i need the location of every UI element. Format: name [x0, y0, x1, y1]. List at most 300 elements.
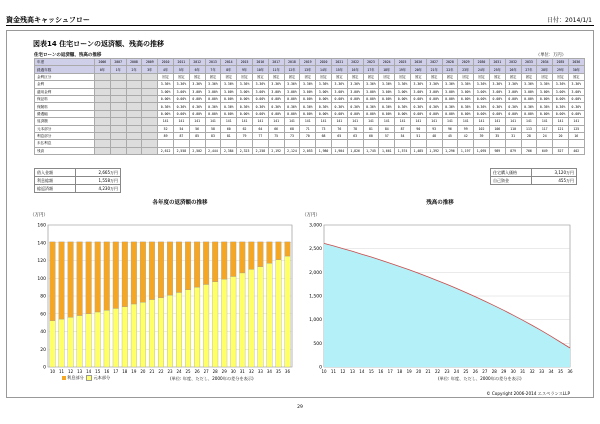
- table-cell: [126, 118, 142, 125]
- bar-principal: [59, 319, 65, 367]
- table-cell: [95, 125, 111, 132]
- table-cell: 141: [268, 118, 284, 125]
- table-cell: 2034: [537, 59, 553, 66]
- table-cell: 1,574: [395, 147, 411, 154]
- table-cell: 3.00%: [237, 88, 253, 95]
- table-cell: 3.36%: [237, 81, 253, 88]
- table-cell: 12年: [284, 66, 300, 73]
- bar-interest: [221, 242, 227, 279]
- table-cell: [521, 140, 537, 147]
- table-cell: 0.00%: [300, 95, 316, 102]
- table-cell: [95, 132, 111, 139]
- bar-interest: [68, 242, 74, 317]
- x-tick-label: 16: [104, 369, 110, 374]
- bar-interest: [267, 242, 273, 263]
- table-cell: 0.36%: [300, 103, 316, 110]
- table-cell: 0.00%: [363, 110, 379, 117]
- table-cell: [284, 140, 300, 147]
- row-label: 金利区分: [35, 73, 95, 80]
- table-cell: 70: [300, 132, 316, 139]
- summary-right: [490, 168, 577, 185]
- y-tick-label: 140: [37, 241, 46, 247]
- x-tick-label: 23: [444, 369, 450, 374]
- table-cell: 0.00%: [300, 110, 316, 117]
- table-cell: 1,296: [442, 147, 458, 154]
- table-cell: 64: [252, 125, 268, 132]
- y-tick-label: 100: [37, 276, 46, 282]
- table-cell: 0.00%: [173, 95, 189, 102]
- summary-value: 2,665万円: [76, 169, 121, 177]
- x-tick-label: 36: [567, 369, 573, 374]
- table-cell: 0.00%: [221, 110, 237, 117]
- y-tick-label: 1,000: [309, 318, 322, 324]
- table-cell: 3.36%: [316, 81, 332, 88]
- table-cell: 0.36%: [158, 103, 174, 110]
- table-cell: 0.00%: [252, 110, 268, 117]
- table-cell: 0.00%: [395, 110, 411, 117]
- table-cell: [142, 147, 158, 154]
- table-cell: 0.00%: [316, 95, 332, 102]
- table-cell: 17年: [363, 66, 379, 73]
- table-cell: 1年: [110, 66, 126, 73]
- table-cell: 0.00%: [458, 95, 474, 102]
- table-cell: [142, 110, 158, 117]
- table-cell: 766: [521, 147, 537, 154]
- bar-interest: [86, 242, 92, 314]
- table-cell: 3.00%: [426, 88, 442, 95]
- table-cell: 0.36%: [316, 103, 332, 110]
- table-cell: 0.00%: [426, 110, 442, 117]
- table-cell: 2030: [474, 59, 490, 66]
- bar-principal: [140, 302, 146, 367]
- table-cell: 固定: [189, 73, 205, 80]
- bar-principal: [212, 282, 218, 367]
- figure-title: 図表14 住宅ローンの返済額、残高の推移: [33, 40, 165, 48]
- table-cell: 3.00%: [300, 88, 316, 95]
- bar-principal: [167, 295, 173, 367]
- table-cell: 141: [553, 118, 569, 125]
- table-cell: [426, 140, 442, 147]
- table-cell: 121: [553, 125, 569, 132]
- table-cell: [142, 125, 158, 132]
- table-cell: 3.00%: [173, 88, 189, 95]
- table-cell: 0.36%: [458, 103, 474, 110]
- x-tick-label: 29: [501, 369, 507, 374]
- y-tick-label: 60: [40, 312, 46, 318]
- x-tick-label: 30: [510, 369, 516, 374]
- bar-interest: [140, 242, 146, 302]
- table-cell: 141: [189, 118, 205, 125]
- table-cell: 固定: [553, 73, 569, 80]
- table-cell: 42: [458, 132, 474, 139]
- row-label: 利息部分: [35, 132, 95, 139]
- table-cell: 879: [505, 147, 521, 154]
- y-tick-label: 80: [40, 294, 46, 300]
- row-label: 未払利息: [35, 140, 95, 147]
- bar-principal: [239, 273, 245, 367]
- table-cell: 2024: [379, 59, 395, 66]
- table-cell: 固定: [284, 73, 300, 80]
- bar-interest: [258, 242, 264, 267]
- table-cell: 25年: [489, 66, 505, 73]
- x-tick-label: 26: [194, 369, 200, 374]
- bar-principal: [86, 314, 92, 367]
- table-cell: 0.00%: [158, 110, 174, 117]
- x-tick-label: 10: [321, 369, 327, 374]
- table-cell: 125: [568, 125, 584, 132]
- table-title: 住宅ローンの返済額、残高の推移: [34, 53, 102, 58]
- table-cell: 52: [158, 125, 174, 132]
- table-cell: 固定: [521, 73, 537, 80]
- table-cell: 0.36%: [442, 103, 458, 110]
- table-cell: [142, 118, 158, 125]
- table-cell: 10年: [252, 66, 268, 73]
- table-cell: 9年: [237, 66, 253, 73]
- table-cell: 0.00%: [379, 110, 395, 117]
- table-cell: 73: [316, 125, 332, 132]
- bar-principal: [176, 292, 182, 367]
- table-cell: 141: [505, 118, 521, 125]
- x-tick-label: 17: [387, 369, 393, 374]
- table-cell: 2,444: [205, 147, 221, 154]
- table-cell: 3.36%: [568, 81, 584, 88]
- table-cell: 90: [410, 125, 426, 132]
- table-cell: [252, 140, 268, 147]
- table-cell: 固定: [237, 73, 253, 80]
- x-tick-label: 27: [203, 369, 209, 374]
- table-cell: 2022: [347, 59, 363, 66]
- x-tick-label: 29: [221, 369, 227, 374]
- table-cell: 3.00%: [458, 88, 474, 95]
- table-cell: 0.00%: [205, 95, 221, 102]
- table-row: [35, 59, 585, 66]
- table-cell: [110, 110, 126, 117]
- x-tick-label: 19: [406, 369, 412, 374]
- table-cell: 1,095: [474, 147, 490, 154]
- table-cell: 2015: [237, 59, 253, 66]
- table-cell: [142, 140, 158, 147]
- table-cell: 2012: [189, 59, 205, 66]
- summary-value: 3,120万円: [532, 169, 577, 177]
- table-cell: [95, 81, 111, 88]
- table-cell: 6年: [189, 66, 205, 73]
- table-cell: 0.36%: [284, 103, 300, 110]
- table-cell: 2014: [221, 59, 237, 66]
- table-cell: 0.36%: [410, 103, 426, 110]
- bar-principal: [68, 317, 74, 367]
- x-tick-label: 33: [539, 369, 545, 374]
- table-cell: [331, 140, 347, 147]
- bar-principal: [113, 308, 119, 367]
- bar-interest: [149, 242, 155, 300]
- x-tick-label: 18: [397, 369, 403, 374]
- table-cell: 0.00%: [331, 95, 347, 102]
- bar-chart: [28, 205, 300, 385]
- x-tick-label: 21: [149, 369, 155, 374]
- table-cell: [110, 88, 126, 95]
- row-label: 適用金利: [35, 88, 95, 95]
- x-tick-label: 19: [131, 369, 137, 374]
- loan-table: [34, 58, 585, 155]
- table-cell: 3.00%: [489, 88, 505, 95]
- table-cell: [347, 140, 363, 147]
- table-cell: [158, 140, 174, 147]
- table-cell: 18年: [379, 66, 395, 73]
- table-cell: [142, 73, 158, 80]
- table-cell: 0.00%: [268, 110, 284, 117]
- table-cell: [173, 140, 189, 147]
- table-cell: 0.00%: [221, 95, 237, 102]
- table-cell: 固定: [395, 73, 411, 80]
- y-tick-label: 3,000: [309, 223, 322, 229]
- table-row: [35, 88, 585, 95]
- table-cell: 3.36%: [426, 81, 442, 88]
- table-cell: 56: [189, 125, 205, 132]
- table-cell: 0.36%: [426, 103, 442, 110]
- table-cell: 1,904: [331, 147, 347, 154]
- table-cell: 0.00%: [474, 95, 490, 102]
- bar-principal: [185, 290, 191, 367]
- area-chart: [300, 205, 580, 385]
- bar-principal: [122, 307, 128, 367]
- x-tick-label: 15: [95, 369, 101, 374]
- table-cell: [95, 103, 111, 110]
- x-tick-label: 13: [77, 369, 83, 374]
- copyright: © Copyright 2006-2014 エスペランスLLP: [486, 391, 570, 396]
- table-cell: 110: [505, 125, 521, 132]
- table-cell: [458, 140, 474, 147]
- area-chart-note: (単位: 年度、ただし、2000年の差分を表示): [438, 376, 522, 381]
- x-tick-label: 30: [230, 369, 236, 374]
- table-cell: 16: [568, 132, 584, 139]
- summary-left: [34, 168, 121, 193]
- x-tick-label: 27: [482, 369, 488, 374]
- x-tick-label: 35: [275, 369, 281, 374]
- bar-principal: [104, 310, 110, 367]
- table-cell: [126, 103, 142, 110]
- x-tick-label: 34: [548, 369, 554, 374]
- table-cell: 141: [395, 118, 411, 125]
- table-cell: 141: [426, 118, 442, 125]
- table-cell: 0.00%: [458, 110, 474, 117]
- table-cell: 649: [537, 147, 553, 154]
- table-cell: 48: [426, 132, 442, 139]
- table-cell: 8年: [221, 66, 237, 73]
- x-tick-label: 16: [378, 369, 384, 374]
- table-cell: 0.00%: [489, 95, 505, 102]
- table-cell: 0.00%: [237, 110, 253, 117]
- table-cell: 3.00%: [331, 88, 347, 95]
- table-cell: 3.36%: [537, 81, 553, 88]
- table-cell: 141: [474, 118, 490, 125]
- table-cell: 0.00%: [489, 110, 505, 117]
- table-cell: 3.00%: [537, 88, 553, 95]
- area-chart-title: 残高の推移: [426, 200, 454, 206]
- table-cell: 1,745: [363, 147, 379, 154]
- table-cell: 2026: [410, 59, 426, 66]
- bar-principal: [249, 269, 255, 367]
- table-cell: [316, 140, 332, 147]
- table-cell: 0.00%: [442, 95, 458, 102]
- row-label: 返済額: [35, 118, 95, 125]
- summary-label: 自己資金: [491, 177, 532, 185]
- table-cell: 固定: [426, 73, 442, 80]
- table-cell: 0.00%: [379, 95, 395, 102]
- table-cell: [568, 140, 584, 147]
- table-cell: 2018: [284, 59, 300, 66]
- table-cell: [110, 125, 126, 132]
- table-cell: 固定: [410, 73, 426, 80]
- y-tick-label: 2,000: [309, 270, 322, 276]
- table-cell: 2008: [126, 59, 142, 66]
- row-label: 優遇幅: [35, 110, 95, 117]
- table-cell: [142, 132, 158, 139]
- table-cell: [126, 88, 142, 95]
- table-cell: 54: [395, 132, 411, 139]
- table-cell: 固定: [252, 73, 268, 80]
- x-tick-label: 34: [266, 369, 272, 374]
- bar-principal: [267, 263, 273, 367]
- table-cell: 27年: [521, 66, 537, 73]
- x-tick-label: 10: [49, 369, 56, 374]
- table-cell: 1,980: [316, 147, 332, 154]
- table-cell: 3.36%: [252, 81, 268, 88]
- table-cell: 0.00%: [347, 95, 363, 102]
- table-cell: 527: [553, 147, 569, 154]
- table-cell: 60: [363, 132, 379, 139]
- table-cell: 5年: [173, 66, 189, 73]
- table-cell: 2031: [489, 59, 505, 66]
- row-label: 経過年数: [35, 66, 95, 73]
- table-row: [35, 103, 585, 110]
- bar-principal: [285, 256, 291, 367]
- table-cell: 23年: [458, 66, 474, 73]
- legend-principal-label: 元本部分: [93, 375, 111, 380]
- bar-principal: [131, 304, 137, 367]
- table-cell: 3.36%: [474, 81, 490, 88]
- table-cell: 0.00%: [410, 95, 426, 102]
- bar-interest: [104, 242, 110, 310]
- table-cell: [142, 81, 158, 88]
- table-cell: 3.00%: [568, 88, 584, 95]
- x-tick-label: 13: [349, 369, 355, 374]
- table-cell: 0.36%: [474, 103, 490, 110]
- table-cell: 113: [521, 125, 537, 132]
- table-cell: 3.00%: [553, 88, 569, 95]
- table-cell: 83: [205, 132, 221, 139]
- table-cell: 141: [252, 118, 268, 125]
- y-tick-label: 2,500: [309, 247, 322, 253]
- table-cell: 2007: [110, 59, 126, 66]
- table-cell: 3.36%: [268, 81, 284, 88]
- table-cell: [237, 140, 253, 147]
- table-cell: 3.36%: [284, 81, 300, 88]
- table-cell: [142, 88, 158, 95]
- table-cell: 3.00%: [189, 88, 205, 95]
- legend-interest-label: 利息部分: [67, 375, 84, 380]
- x-tick-label: 26: [472, 369, 478, 374]
- x-tick-label: 11: [330, 369, 337, 374]
- bar-chart-title: 各年度の返済額の推移: [152, 200, 208, 206]
- table-cell: [110, 73, 126, 80]
- table-cell: 15年: [331, 66, 347, 73]
- table-cell: 2,612: [158, 147, 174, 154]
- x-tick-label: 24: [176, 369, 182, 374]
- table-cell: 65: [331, 132, 347, 139]
- table-cell: 141: [521, 118, 537, 125]
- table-cell: [126, 81, 142, 88]
- x-tick-label: 25: [185, 369, 191, 374]
- unit-label: （単位：万円）: [535, 53, 566, 58]
- table-cell: 2025: [395, 59, 411, 66]
- summary-label: 借入金額: [35, 169, 76, 177]
- bar-chart-note: (単位: 年度、ただし、2000年の差分を表示): [170, 376, 254, 381]
- table-cell: 24年: [474, 66, 490, 73]
- table-cell: 0.36%: [237, 103, 253, 110]
- bar-interest: [113, 242, 119, 309]
- table-cell: 0.36%: [331, 103, 347, 110]
- table-cell: 3.00%: [205, 88, 221, 95]
- table-cell: 0.36%: [568, 103, 584, 110]
- table-cell: 固定: [505, 73, 521, 80]
- table-cell: 0.00%: [521, 110, 537, 117]
- table-cell: 141: [300, 118, 316, 125]
- table-cell: 2,124: [284, 147, 300, 154]
- y-tick-label: 20: [40, 347, 46, 353]
- table-cell: 固定: [537, 73, 553, 80]
- bar-principal: [258, 267, 264, 367]
- table-cell: 66: [268, 125, 284, 132]
- x-tick-label: 36: [284, 369, 291, 374]
- table-cell: 0.00%: [426, 95, 442, 102]
- table-cell: 26年: [505, 66, 521, 73]
- table-cell: 102: [474, 125, 490, 132]
- table-cell: 141: [284, 118, 300, 125]
- table-cell: 14年: [316, 66, 332, 73]
- table-cell: 51: [410, 132, 426, 139]
- table-cell: 0.00%: [189, 110, 205, 117]
- table-cell: 3.36%: [505, 81, 521, 88]
- table-cell: 2019: [300, 59, 316, 66]
- bar-principal: [149, 300, 155, 367]
- table-cell: 2006: [95, 59, 111, 66]
- x-tick-label: 28: [491, 369, 497, 374]
- table-cell: 3.36%: [379, 81, 395, 88]
- table-row: [35, 66, 585, 73]
- table-cell: 固定: [379, 73, 395, 80]
- table-cell: 3.00%: [410, 88, 426, 95]
- x-tick-label: 20: [416, 369, 422, 374]
- y-tick-label: 0: [319, 365, 322, 371]
- x-tick-label: 23: [167, 369, 173, 374]
- bar-interest: [285, 242, 291, 256]
- table-cell: 68: [316, 132, 332, 139]
- table-cell: [110, 147, 126, 154]
- table-cell: 2028: [442, 59, 458, 66]
- table-cell: 0.36%: [363, 103, 379, 110]
- table-cell: 89: [158, 132, 174, 139]
- table-cell: 3.00%: [221, 88, 237, 95]
- table-cell: [142, 95, 158, 102]
- table-row: [35, 95, 585, 102]
- table-row: [35, 125, 585, 132]
- table-cell: 3.00%: [363, 88, 379, 95]
- table-cell: 0.00%: [316, 110, 332, 117]
- table-cell: 3.00%: [505, 88, 521, 95]
- table-cell: 固定: [363, 73, 379, 80]
- summary-value: 1,558万円: [76, 177, 121, 185]
- table-cell: 固定: [158, 73, 174, 80]
